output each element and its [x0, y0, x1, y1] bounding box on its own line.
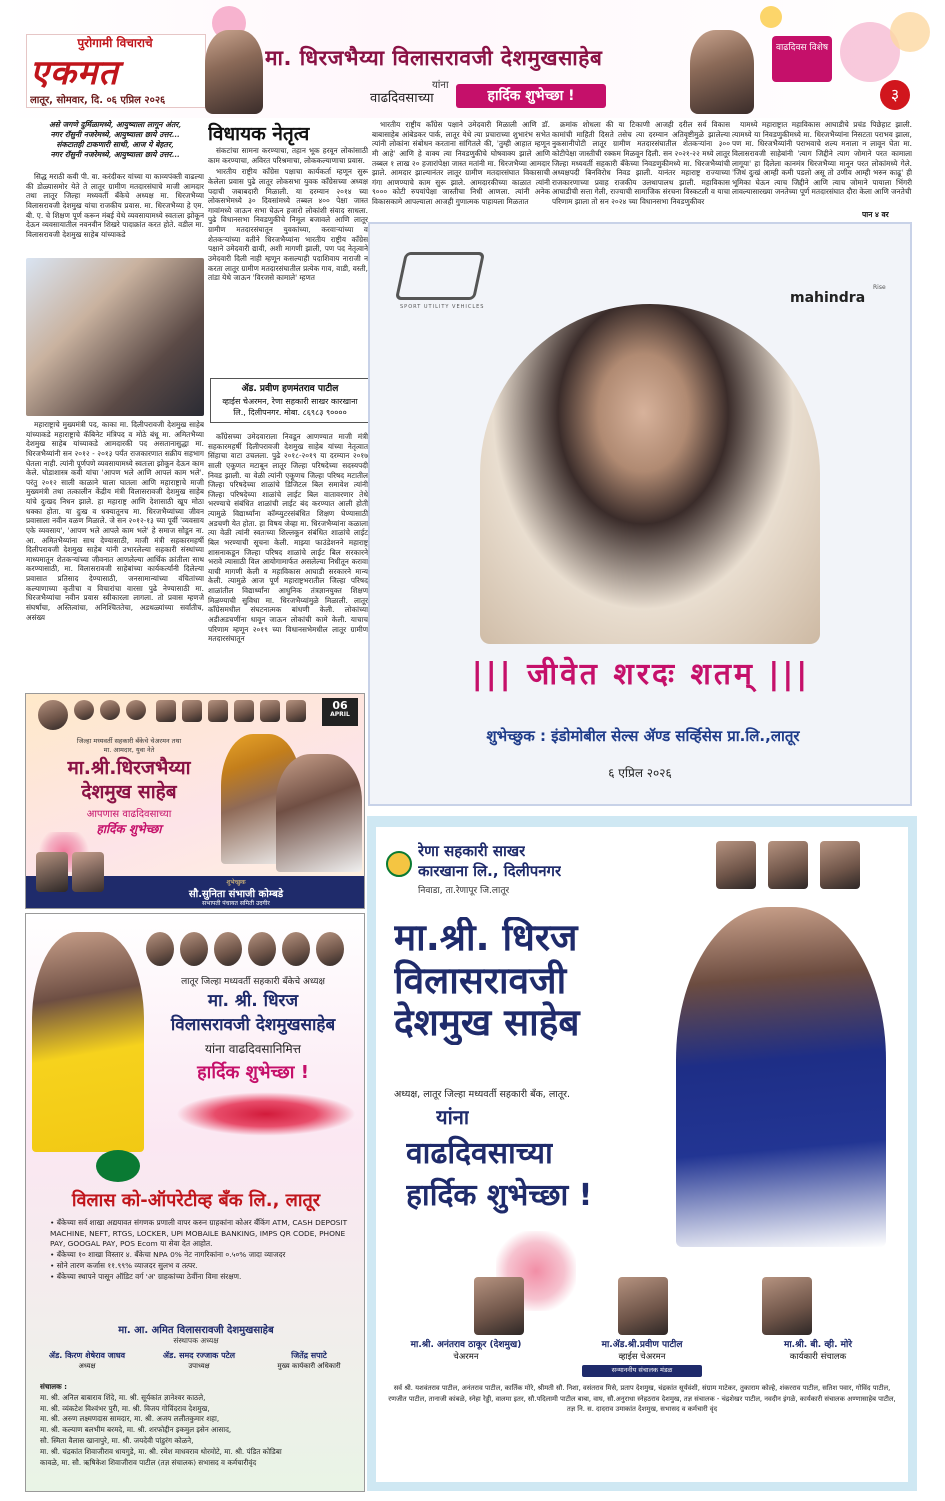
portrait-photo — [32, 932, 144, 1152]
header-greeting: हार्दिक शुभेच्छा ! — [456, 84, 606, 108]
officer-name: ॲड. किरण शेषेराव जाधव — [48, 1351, 126, 1360]
special-badge: वाढदिवस विशेष — [772, 36, 832, 82]
director-line: मा. श्री. अरुण लक्ष्मणदास सामदार, मा. श्री. अजय ललीतकुमार शहा, — [40, 1414, 220, 1424]
article-quote — [26, 120, 204, 174]
rena-org1: रेणा सहकारी साखर — [418, 842, 526, 860]
vilas-name1: मा. श्री. धिरज — [207, 991, 299, 1011]
sponsor-photo — [36, 852, 68, 892]
header-sub: वाढदिवसाच्या — [370, 91, 434, 106]
directors-label: संचालक : — [40, 1382, 68, 1391]
page-number: ३ — [880, 80, 910, 110]
bullet-item: • सोने तारण कर्जास ११.९९% व्याजदर सुलभ व तत्पर. — [50, 1260, 198, 1270]
leader-name: मा.ॲड.श्री.प्रवीण पाटील — [601, 1340, 683, 1350]
director-line: मा. श्री. कल्याण बलभीम बरमदे, मा. श्री. शरफोद्दीन इकमुल इसेन आसाद, — [40, 1425, 232, 1435]
leader-post: चेअरमन — [453, 1352, 479, 1362]
leader-photo — [820, 841, 860, 889]
portrait-photo — [676, 907, 886, 1247]
rena-post: अध्यक्ष, लातूर जिल्हा मध्यवर्ती सहकारी बँक, लातूर. — [394, 1089, 571, 1100]
byline-name: ॲड. प्रवीण हणमंतराव पाटील — [241, 384, 339, 394]
sponsor-photo — [72, 852, 104, 892]
rena-address: निवाडा, ता.रेणापूर जि.लातूर — [418, 886, 510, 896]
member-photo — [74, 700, 94, 720]
header-title: मा. धिरजभैय्या विलासरावजी देशमुखसाहेब — [265, 46, 603, 70]
header-yanna: यांना — [432, 80, 449, 91]
header-photo-right — [690, 30, 754, 114]
leader-name: मा.श्री. अनंतराव ठाकूर (देशमुख) — [410, 1340, 522, 1350]
article-paragraph: भारतीय राष्ट्रीय काँग्रेस पक्षाने उमेदवारी मिळाली आणि डॉ. बाबासाहेब आंबेडकर पार्क, लातूर येथे त्या प्रचाराच्या शुभारंभ सभेत त्यांनी लोकांना संबोधन करताना सांगितले की, 'तुम्ही आहात म्हणून मी आहे' आणि हे वाक्य त्या निवडणुकीचे घोषवाक्य झाले आणि तब्बल १ लाख २० हजारांपेक्षा जास्त मतांनी मा. धिरजभैय्या आमदार झाले. आमदार झाल्यानंतर लातूर ग्रामीण मतदारसंघात विकासाची गंगा आणण्याचे काम सुरू झाले. आमदारकीच्या काळात त्यांनी ९००० कोटी रुपयांपेक्षा जास्तीचा निधी आणला. त्यांनी अनेक विकासकामे आपल्याला आजही गुणात्मक पाहायला मिळतात — [372, 120, 550, 206]
bullet-item: • बँकेच्या १० शाखा विस्तार ४. बँकेचा NPA 0% नेट नागरिकांना ०.५०% जादा व्याजदर — [50, 1250, 286, 1260]
vilas-greeting: हार्दिक शुभेच्छा ! — [197, 1062, 309, 1083]
officer-name: जितेंद्र सपाटे — [291, 1351, 327, 1360]
brand-left: SPORT UTILITY VEHICLES — [400, 304, 485, 310]
article-col4 — [552, 120, 730, 220]
bank-chairman-post: संस्थापक अध्यक्ष — [173, 1336, 219, 1345]
rena-name-line: देशमुख साहेब — [394, 1001, 580, 1045]
brand-tag: Rise — [873, 284, 886, 291]
article-paragraph: संकटांचा सामना करण्याचा, तहान भूक हरवून लोकांसाठी काम करण्याचा, अविरत परिश्रमाचा, लोककल्याणाचा प्रवास. — [208, 146, 368, 165]
brand-right: mahindra — [790, 290, 866, 306]
sponsor-post: सभापती पंचायत समिती उदगीर — [202, 900, 270, 907]
vilas-wish: यांना वाढदिवसानिमित्त — [205, 1042, 301, 1056]
quote-line: असे जगणे दुर्मिळामध्ये, आयुष्याला लागून अंतर, — [48, 120, 182, 129]
article-col1-bottom — [26, 420, 204, 682]
member-photo — [208, 700, 228, 722]
article-paragraph: महाराष्ट्राचे मुख्यमंत्री पद, काका मा. दिलीपरावजी देशमुख साहेब यांच्याकडे महाराष्ट्राचे कॅबिनेट मंत्रिपद व मोठे बंधू मा. अमितभैय्या देशमुख साहेब यांच्याकडे आमदारकी पद असतानासुद्धा मा. धिरजभैय्यांनी सन २०१२ - २०१३ पर्यंत राजकारणात सक्रीय सहभाग घेतला नाही. त्यांनी पूर्णपणे व्यवसायामध्ये स्वतःला झोकून देऊन काम केले. घोडाशास्त्र कवी यांचा 'आपण भले आणि आपलं काम भले'. परंतु २०१२ साली काळाने घाला घातला आणि महाराष्ट्राचे माजी मुख्यमंत्री तथा तत्कालीन केंद्रीय मंत्री विलासरावजी देशमुख साहेब यांचे दुःखद निधन झाले. हा महाराष्ट्र आणि देशासाठी खूप मोठा धक्का होता. या दुःख व धक्यातूनच मा. धिरजभैय्यांच्या जीवन प्रवासाला नवीन वळण मिळाले. जे सन २०१२-१३ च्या पूर्वी 'व्यवसाय एके व्यवसाय', 'आपण भले आपले काम भले' हे समाज सोडून ना. आ. अमितभैय्यांना साथ देण्यासाठी, माजी मंत्री सहकारमहर्षी दिलीपरावजी देशमुख साहेब यांनी उभारलेल्या सहकारी संस्थांच्या माध्यमातून शेतकऱ्यांच्या जीवनात आणलेल्या आर्थिक क्रांतीला साथ करण्यासाठी, मा. विलासरावजी साहेबांच्या कार्यकर्त्यांनी दिलेल्या प्रवासात प्रतिसाद देण्यासाठी, जनसामान्यांच्या वंचितांच्या कल्याणाच्या कृतीचा व विचारांचा वारसा पुढे नेण्यासाठी मा. धिरजभैय्यांचा नवीन प्रवास स्वीकारला लागला. तो प्रवास म्हणजे संघर्षांचा, अस्तित्वांचा, अनिश्चिततेचा, अडथळ्यांच्या सर्वांतीच, असंख्य — [26, 420, 204, 622]
rena-wish2: हार्दिक शुभेच्छा ! — [406, 1178, 593, 1213]
portrait-photo — [480, 304, 820, 644]
member-photo — [260, 700, 280, 722]
article-paragraph: क्रमांक शोधला की या टिकाणी आजही दरील सर्व विकास कामांची माहिती दिसते तसेच त्या दरम्यान अतिवृष्टीमुळे झालेल्या नुकसानीपोटी लातूर ग्रामीण मतदारसंघातील शेतकऱ्यांना ३०० कोटीपेक्षा जास्तीची रक्कम मिळवून दिली. सन २०२१-२२ मध्ये लातूर जिल्हा मध्यवर्ती सहकारी बँकेच्या निवडणुकीमध्ये मा. धिरजभैय्यांची अध्यक्षपदी बिनविरोध निवड झाली. यानंतर महाराष्ट्र राज्याच्या राजकारणाच्या प्रवाह राजकीय उलथापालथ झाली. महाविकास आघाडीची सत्ता गेली, राज्याची सामाजिक संरचना विस्कटली व याचा परिणाम झाला तो सन २०२४ च्या विधानसभा निवडणुकीवर — [552, 120, 730, 206]
article-paragraph: भारतीय राष्ट्रीय काँग्रेस पक्षाचा कार्यकर्ता म्हणून सुरू केलेला प्रवास पुढे लातूर लोकसभा युवक काँग्रेसच्या अध्यक्ष पदाची जबाबदारी मिळाली. या दरम्यान २०१४ च्या लोकसभेमध्ये ३० दिवसांमध्ये तब्बल ४०० पेक्षा जास्त गावांमध्ये जाऊन सभा घेऊन हजारो लोकांशी संवाद साधला. पुढे विधानसभा निवडणुकीचे निमूल बजावले आणि लातूर ग्रामीण मतदारसंघातून युवकांच्या, करवाऱ्यांच्या व शेतकऱ्यांच्या वतीने धिरजभैय्यांना भारतीय राष्ट्रीय काँग्रेस पक्षाने उमेदवारी द्यावी, अशी मागणी झाली, पण पद नेतृत्वाने उमेदवारी दिली नाही म्हणून कसल्याही पदाशिवाय नाराजी न करता लातूर ग्रामीण मतदारसंघातील प्रत्येक गाव, वाडी, वस्ती, तांडा येथे जाऊन 'विरजसे कामाले' म्हणत — [208, 167, 368, 283]
leader-photo — [316, 932, 344, 966]
leader-photo — [474, 1277, 524, 1335]
member-photo — [234, 700, 254, 722]
masthead-tagline: पुरोगामी विचाराचे — [77, 36, 153, 50]
masthead-logo: एकमत — [30, 53, 119, 88]
ad-small-line4: हार्दिक शुभेच्छा — [96, 822, 162, 836]
ad-small-name2: देशमुख साहेब — [81, 781, 177, 803]
member-photo — [182, 700, 202, 722]
byline-box — [210, 378, 370, 423]
quote-line: नगर रॉसुनी नजरेमध्ये, आयुष्याला छाये उत्तर... — [50, 130, 180, 140]
mahindra-logo-icon — [395, 252, 485, 300]
article-paragraph: काँग्रेसच्या उमेदवाराला निवडून आणण्यात माजी मंत्री सहकारमहर्षी दिलीपरावजी देशमुख साहेब यांच्या नेतृत्वात सिंहाचा वाटा उचलला. पुढे २०१८-२०१९ या दरम्यान २०१७ साली एकूणत मटाबून लातूर जिल्हा परिषदेच्या सदस्यपदी निवड झाली. या वेळी त्यांनी एकूणच जिल्हा परिषद मटातील जिल्हा परिषदेच्या शाळांचे डिजिटल बिल समावेश त्यांनी जिल्हा परिषदेच्या शाळांचे लाईट बिल वातावरणार तेथे भरण्याचे संबंधित शाळांची लाईट बंद करण्यात आली होती त्यामुळे विद्यार्थ्यांना कॉम्प्युटरसंबंधित शिक्षण घेण्यासाठी अडचणी येत होता. हा विषय जेव्हा मा. धिरजभैय्यांना कळाला त्या वेळी त्यांनी स्वतःच्या शिल्लकून संबंधित शाळांचे लाईट बिल भरण्याची सूचना केली. माझ्या फाउंडेशनने महाराष्ट्र शासनाकडून जिल्हा परिषद शाळांचे लाईट बिल सरकारने भरावे त्यासाठी विल आयोगामार्फत असलेल्या निधीतून करावा याची मागणी केली व महाविकास आघाडी सरकारने मान्य केली. त्यामुळे आज पूर्ण महाराष्ट्रभरातील जिल्हा परिषद शाळांतील विद्यार्थ्यांना आधुनिक तंत्रज्ञानयुक्त शिक्षण मिळण्याची सुविधा मा. धिरजभैय्यांमुळे मिळाली. लातूर काँग्रेसमधील संघटनात्मक बांधणी केली. लोकांच्या अडीअडचणींना धावून जाऊन लोकांची कामे केली. याचाच परिणाम म्हणून २०१९ च्या विधानसभेमधील लातूर ग्रामीण मतदारसंघातून — [208, 432, 368, 644]
ad-rena-inner — [376, 827, 908, 1482]
blessing-line: जीवेत शरदः शतम् — [527, 657, 755, 692]
sponsor-name: सौ.सुनिता संभाजी कोम्बडे — [188, 889, 284, 900]
vilas-name2: विलासरावजी देशमुखसाहेब — [170, 1015, 336, 1035]
bank-chairman: मा. आ. अमित विलासरावजी देशमुखसाहेब — [118, 1325, 274, 1336]
member-photo — [126, 700, 146, 720]
leader-photo — [762, 1277, 812, 1335]
date-badge-month: APRIL — [330, 711, 350, 719]
bank-name: विलास को-ऑपरेटीव्ह बँक लि., लातूर — [71, 1190, 321, 1211]
flower-decoration — [760, 6, 782, 28]
article-col3 — [372, 120, 550, 220]
sponsor-label: शुभेच्छुक — [226, 879, 246, 886]
article-col2-top — [208, 146, 368, 374]
member-photo — [100, 700, 120, 720]
bullet-item: • बँकेच्या सर्व शाखा अद्ययावत संगणक प्रणाली वापर करुन ग्राहकांना कोअर बँकिंग ATM, CASH DEPOSIT MACHINE, NEFT, RTGS, LOCKER, UPI MOBAILE BANKING, IMPS QR CODE, PHONE PAY, GOOGAL PAY, POS Ecom या सेवा देत आहोत. — [50, 1218, 348, 1249]
director-line: कावळे, मा. सौ. ऋषिकेश शिवाजीराव पाटील (तज्ञ संचालक) सभासद व कर्मचारीवृंद — [40, 1457, 257, 1467]
header-photo-left — [205, 30, 263, 114]
member-photo — [286, 700, 306, 722]
ad-date: ६ एप्रिल २०२६ — [608, 766, 672, 780]
date-badge-day: 06 — [332, 699, 348, 712]
member-photo — [38, 700, 68, 730]
section-title: विधायक नेतृत्व — [208, 123, 310, 145]
date-badge — [322, 698, 358, 726]
ad-mahindra — [368, 222, 912, 806]
bank-directors — [40, 1382, 356, 1468]
officer-post: मुख्य कार्यकारी अधिकारी — [277, 1362, 341, 1370]
rena-name-line: मा.श्री. धिरज — [394, 917, 578, 959]
leader-post: कार्यकारी संचालक — [789, 1352, 847, 1362]
officer-post: अध्यक्ष — [78, 1362, 96, 1370]
rena-org2: कारखाना लि., दिलीपनगर — [418, 862, 562, 880]
rena-name-block — [394, 917, 714, 1045]
vilas-intro: लातूर जिल्हा मध्यवर्ती सहकारी बँकेचे अध्यक्ष — [181, 977, 325, 987]
ad-small — [25, 693, 365, 909]
quote-line: संकटातही टाकणारी साथी, आज ये बेहतर, — [56, 140, 174, 150]
sponsor-line: शुभेच्छुक : इंडोमोबील सेल्स ॲण्ड सर्व्हिसेस प्रा.लि.,लातूर — [486, 727, 800, 745]
bullet-item: • बँकेच्या स्थापने पासून ऑडिट वर्ग 'अ' ग्राहकांच्या ठेवींना विमा संरक्षण. — [50, 1271, 242, 1281]
director-line: मा. श्री. अनिल बाबाराव शिंदे, मा. श्री. सूर्यकांत ज्ञानेश्वर काठले, — [40, 1392, 206, 1402]
ad-small-line2: मा. आमदार, युवा नेते — [103, 746, 155, 754]
officer-post: उपाध्यक्ष — [188, 1362, 210, 1370]
leader-photo — [180, 932, 208, 966]
article-col2-bottom — [208, 432, 368, 682]
ad-small-line3: आपणास वाढदिवसाच्या — [86, 809, 172, 820]
quote-line: नगर रॉसुनी नजरेमध्ये, आयुष्याला छाये उत्तर... — [50, 150, 180, 160]
article-col1-top — [26, 172, 204, 256]
rena-logo-icon — [386, 851, 412, 877]
portrait-photo — [276, 754, 362, 872]
byline-post: व्हाईस चेअरमन, रेणा सहकारी साखर कारखाना लि., दिलीपनगर. मोबा. ८६९८३ ९०००० — [222, 396, 358, 417]
ad-small-line1: जिल्हा मध्यवर्ती सहकारी बँकेचे चेअरमन तथा — [76, 737, 182, 745]
blessing-text — [426, 652, 856, 708]
member-photo — [156, 700, 176, 722]
director-line: सौ. स्मिता वैलास खानापुरे, मा. श्री. जयदेवी पांडुरंग कोळने, — [40, 1435, 194, 1445]
ad-rena — [367, 816, 917, 1491]
leader-photo — [618, 1277, 668, 1335]
rena-wish1: वाढदिवसाच्या — [406, 1136, 553, 1171]
director-line: मा. श्री. व्यंकटेश विश्वंभर पुरी, मा. श्री. विजय गोविंदराव देशमुख, — [40, 1403, 210, 1413]
director-line: मा. श्री. चंद्रकांत शिवाजीराव धायगुडे, मा. श्री. रमेश माधवराव थोरमोटे, मा. श्री. पंडित कोडिबा — [40, 1446, 282, 1456]
decor-bars-icon: ||| — [471, 657, 514, 692]
rena-yanna: यांना — [436, 1105, 470, 1129]
article-paragraph: यामध्ये महाराष्ट्रात महाविकास आघाडीचे प्रचंड पिछेहाट झाली. त्यामध्ये या निवडणुकीमध्ये मा. धिरजभैय्यांना निसटता पराभव झाला, पण मा. धिरजभैय्यांनी पराभवाचे शल्य मनाला न लावून घेता मा. विलासरावजी साहेबांनी 'त्याग जिद्दीने त्याग जोमाने परत कामाला लागूया' हा दिलेला कानमंत्र धिरजभैय्या मानून परत लोकांमध्ये गेले. 'जिथं दुःखं आम्ही कमी पडलो असू तो उणीव आम्ही भरुन काढू' ही भूमिका घेऊन त्याच जिद्दीने आणि त्याच जोमाने पायाला भिंगरी लावल्यासारख्या जनतेच्या पूर्ण मतदारसंघात दौरा केला आणि जनतेची — [732, 120, 912, 197]
bank-logo-icon — [96, 1150, 140, 1182]
leader-photo — [214, 932, 242, 966]
continued-label: पान ४ वर — [862, 210, 889, 219]
leader-post: व्हाईस चेअरमन — [618, 1352, 666, 1362]
rena-name-line: विलासरावजी — [394, 958, 567, 1002]
directors-label: सन्माननीय संचालक मंडळ — [582, 1365, 702, 1377]
ad-small-name1: मा.श्री.धिरजभैय्या — [67, 757, 191, 779]
bank-bullets — [50, 1218, 350, 1282]
rena-footer: सर्व श्री. यशवंतराव पाटील, अनंतराव पाटील, कार्तिक मोरे, श्रीमती सौ. निशा, वसंतराव मिसे, प्रताप देशमुख, चंद्रकांत सूर्यवंशी, संग्राम माटेकर, तुकाराम कोल्हे, शंकरराव पाटील, सतिश पवार, गोविंद पाटील, रणजीत पाटील, तानाजी कांबळे, स्नेहा रेड्डी, वालमा इतर, सौ.पदिलामी पाटील बाबा, वाघ, सौ.अनुराधा स्नेहठराव देशमुख, तज्ञ संचालक - चंद्रशेखर पाटील, नवदीन इंगळे, कार्यकारी संचालक अण्णासाहेब पाटील, तज्ञ नि. स. दादराव उमाकांत देशमुख, सभासद व कर्मचारी वृंद — [388, 1384, 896, 1414]
flower-decoration — [890, 12, 930, 52]
article-paragraph: सिद्ध मराठी कवी पी. वा. करंदीकर यांच्या या काव्यपंक्ती वाढल्या की डोळ्यासमोर येते ते लातूर ग्रामीण मतदारसंघाचे माजी आमदार तथा लातूर जिल्हा मध्यवर्ती बँकेचे अध्यक्ष मा. धिरजभैय्या विलासरावजी देशमुख यांचा राजकीय प्रवास. मा. धिरजभैय्या हे एम. बी. ए. चे शिक्षण पूर्ण करून मंबई येथे व्यवसायामध्ये स्वतःला झोकून देऊन व्यवसायातील नवनवीन शिखरे पादाक्रांत करत होते. वडील मा. विलासरावजी देशमुख साहेब यांच्याकडे — [26, 172, 204, 239]
leader-name: मा.श्री. बी. व्ही. मोरे — [783, 1340, 853, 1350]
leader-photo — [768, 841, 808, 889]
article-photo — [26, 258, 204, 416]
article-col5 — [732, 120, 912, 212]
leader-photo — [282, 932, 310, 966]
leader-photo — [716, 841, 756, 889]
officer-name: ॲड. समद रज्जाक पटेल — [162, 1351, 236, 1360]
leader-photo — [146, 932, 174, 966]
masthead-date: लातूर, सोमवार, दि. ०६ एप्रिल २०२६ — [30, 95, 166, 106]
ad-vilas-bank — [25, 913, 365, 1492]
rose-decoration — [176, 1092, 356, 1136]
decor-bars-icon: ||| — [768, 657, 811, 692]
leader-photo — [248, 932, 276, 966]
